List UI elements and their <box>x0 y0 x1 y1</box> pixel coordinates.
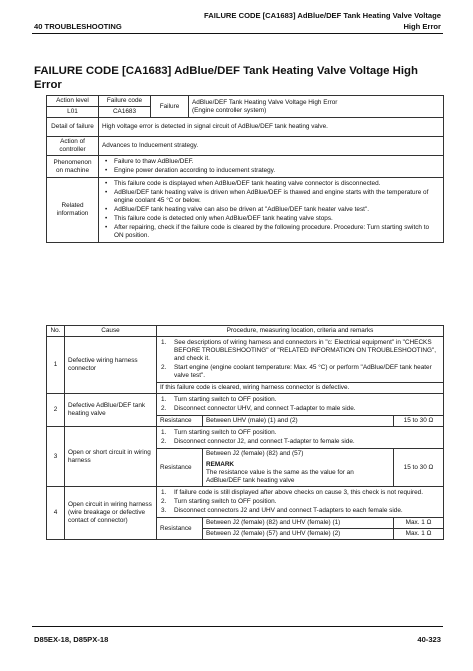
check-value: 15 to 30 Ω <box>394 449 444 487</box>
failure-code-value: CA1683 <box>99 107 151 118</box>
check-between: Between J2 (female) (57) and UHV (female) (2) <box>203 529 394 540</box>
cause-text: Defective AdBlue/DEF tank heating valve <box>65 394 157 427</box>
check-between-cell <box>203 449 394 487</box>
running-title-line2: High Error <box>403 22 441 31</box>
action-row <box>47 137 444 156</box>
cause-no: 1 <box>47 337 65 394</box>
no-header: No. <box>47 326 65 337</box>
procedure-steps <box>157 487 444 518</box>
footer-rule <box>32 626 443 627</box>
check-label: Resistance <box>157 416 203 427</box>
phenomenon-item: • Engine power deration according to inducement strategy. <box>114 167 440 175</box>
procedure-steps <box>157 337 444 383</box>
check-value: 15 to 30 Ω <box>394 416 444 427</box>
cause-row-2 <box>47 394 444 416</box>
phenomenon-cell <box>99 156 444 178</box>
cause-no: 4 <box>47 487 65 540</box>
procedure-step: 1. Turn starting switch to OFF position. <box>161 396 277 403</box>
action-level-header: Action level <box>47 96 99 107</box>
cause-row-1 <box>47 337 444 383</box>
related-item: • AdBlue/DEF tank heating valve is driven when AdBlue/DEF is thawed and engine starts with the temperature of engine coolant 45 °C or below. <box>114 189 440 205</box>
remark-text: The resistance value is the same as the value for an AdBlue/DEF tank heating valve <box>206 469 354 484</box>
action-text: Advances to Inducement strategy. <box>99 137 444 156</box>
procedure-steps <box>157 394 444 416</box>
check-label: Resistance <box>157 518 203 540</box>
cause-text: Defective wiring harness connector <box>65 337 157 394</box>
related-item: • This failure code is displayed when AdBlue/DEF tank heating valve connector is disconnected. <box>114 180 440 188</box>
procedure-steps <box>157 427 444 449</box>
running-title-line1: FAILURE CODE [CA1683] AdBlue/DEF Tank Heating Valve Voltage <box>204 11 441 20</box>
check-value: Max. 1 Ω <box>394 518 444 529</box>
footer-page-number: 40-323 <box>417 635 441 644</box>
procedure-header: Procedure, measuring location, criteria and remarks <box>157 326 444 337</box>
failure-info-table <box>46 95 444 243</box>
related-item: • AdBlue/DEF tank heating valve can also be driven at "AdBlue/DEF tank heater valve test". <box>114 206 440 214</box>
procedure-step: 3. Disconnect connectors J2 and UHV and connect T-adapters to each female side. <box>161 507 403 514</box>
related-item: • After repairing, check if the failure code is cleared by the following procedure. Procedure: Turn starting switch to ON position. <box>114 224 440 240</box>
phenomenon-item: • Failure to thaw AdBlue/DEF. <box>114 158 440 166</box>
cause-row-4 <box>47 487 444 518</box>
procedure-step: 2. Start engine (engine coolant temperature: Max. 45 °C) or perform "AdBlue/DEF tank heater valve test". <box>161 364 432 379</box>
cause-table <box>46 325 444 540</box>
check-between: Between UHV (male) (1) and (2) <box>203 416 394 427</box>
cause-no: 3 <box>47 427 65 487</box>
cause-no: 2 <box>47 394 65 427</box>
info-header-row <box>47 96 444 107</box>
phenomenon-row <box>47 156 444 178</box>
phenomenon-header: Phenomenon on machine <box>47 156 99 178</box>
check-between: Between J2 (female) (82) and UHV (female) (1) <box>203 518 394 529</box>
related-cell <box>99 178 444 243</box>
remark-title: REMARK <box>206 461 235 468</box>
failure-name-cell <box>189 96 444 118</box>
check-between: Between J2 (female) (82) and (57) <box>206 450 304 457</box>
detail-header: Detail of failure <box>47 118 99 137</box>
action-header: Action of controller <box>47 137 99 156</box>
related-item: • This failure code is detected only when AdBlue/DEF tank heating valve stops. <box>114 215 440 223</box>
related-row <box>47 178 444 243</box>
cause-row-3 <box>47 427 444 449</box>
cause-text: Open or short circuit in wiring harness <box>65 427 157 487</box>
page-title: FAILURE CODE [CA1683] AdBlue/DEF Tank Heating Valve Voltage High Error <box>34 65 418 91</box>
footer-model: D85EX-18, D85PX-18 <box>34 635 109 644</box>
procedure-step: 1. Turn starting switch to OFF position. <box>161 429 277 436</box>
cause-header-row <box>47 326 444 337</box>
procedure-step: 1. See descriptions of wiring harness and connectors in "c: Electrical equipment" in "CHECKS BEFORE TROUBLESHOOTING" of "RELATED INFORMATION ON TROUBLESHOOTING", and check it. <box>161 339 436 362</box>
running-title <box>204 10 441 32</box>
section-header: 40 TROUBLESHOOTING <box>34 22 122 31</box>
detail-text: High voltage error is detected in signal circuit of AdBlue/DEF tank heating valve. <box>99 118 444 137</box>
check-label: Resistance <box>157 449 203 487</box>
failure-code-header: Failure code <box>99 96 151 107</box>
related-header: Related information <box>47 178 99 243</box>
cause-text: Open circuit in wiring harness (wire breakage or defective contact of connector) <box>65 487 157 540</box>
header-rule <box>32 33 443 34</box>
procedure-step: 2. Turn starting switch to OFF position. <box>161 498 277 505</box>
cause-header: Cause <box>65 326 157 337</box>
action-level-value: L01 <box>47 107 99 118</box>
check-value: Max. 1 Ω <box>394 529 444 540</box>
procedure-step: 2. Disconnect connector J2, and connect T-adapter to female side. <box>161 438 355 445</box>
detail-row <box>47 118 444 137</box>
procedure-step: 2. Disconnect connector UHV, and connect T-adapter to male side. <box>161 405 356 412</box>
failure-system: (Engine controller system) <box>192 106 267 114</box>
procedure-step: 1. If failure code is still displayed after above checks on cause 3, this check is not required. <box>161 489 424 496</box>
failure-name: AdBlue/DEF Tank Heating Valve Voltage High Error <box>192 98 338 106</box>
procedure-note: If this failure code is cleared, wiring harness connector is defective. <box>157 383 444 394</box>
failure-header: Failure <box>151 96 189 118</box>
